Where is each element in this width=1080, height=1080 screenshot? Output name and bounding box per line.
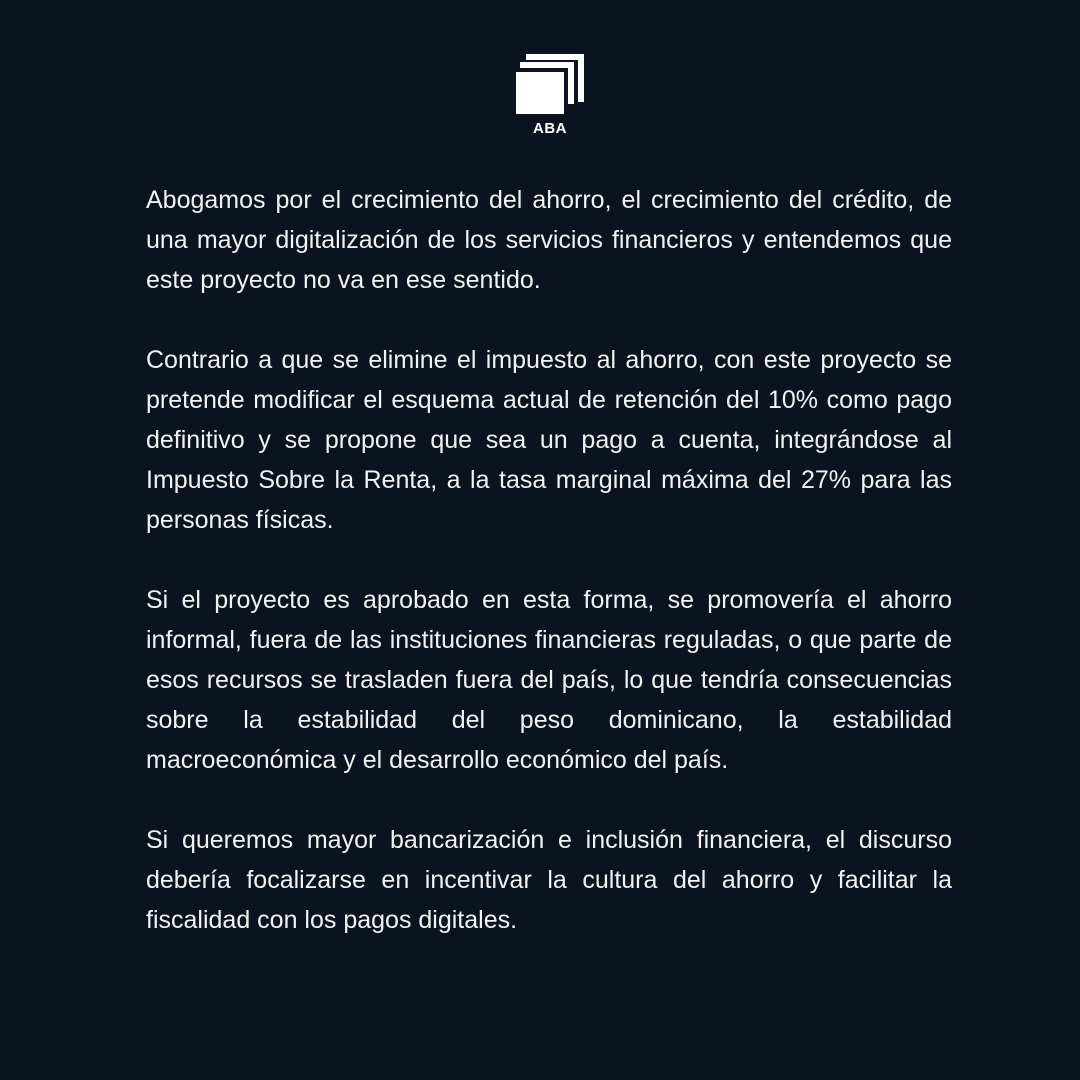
statement-body xyxy=(146,180,952,980)
logo-text: ABA xyxy=(533,120,567,137)
paragraph-4: Si queremos mayor bancarización e inclusión financiera, el discurso debería focalizarse en incentivar la cultura del ahorro y facilitar la fiscalidad con los pagos digitales. xyxy=(146,826,952,934)
aba-logo xyxy=(512,54,588,142)
paragraph-2: Contrario a que se elimine el impuesto al ahorro, con este proyecto se pretende modificar el esquema actual de retención del 10% como pago definitivo y se propone que sea un pago a cuenta, integrándose al Impuesto Sobre la Renta, a la tasa marginal máxima del 27% para las personas físicas. xyxy=(146,346,952,534)
paragraph-1: Abogamos por el crecimiento del ahorro, el crecimiento del crédito, de una mayor digitalización de los servicios financieros y entendemos que este proyecto no va en ese sentido. xyxy=(146,186,952,294)
paragraph-3: Si el proyecto es aprobado en esta forma, se promovería el ahorro informal, fuera de las instituciones financieras reguladas, o que parte de esos recursos se trasladen fuera del país, lo que tendría consecuencias sobre la estabilidad del peso dominicano, la estabilidad macroeconómica y el desarrollo económico del país. xyxy=(146,586,952,774)
aba-logo-icon xyxy=(512,54,588,116)
